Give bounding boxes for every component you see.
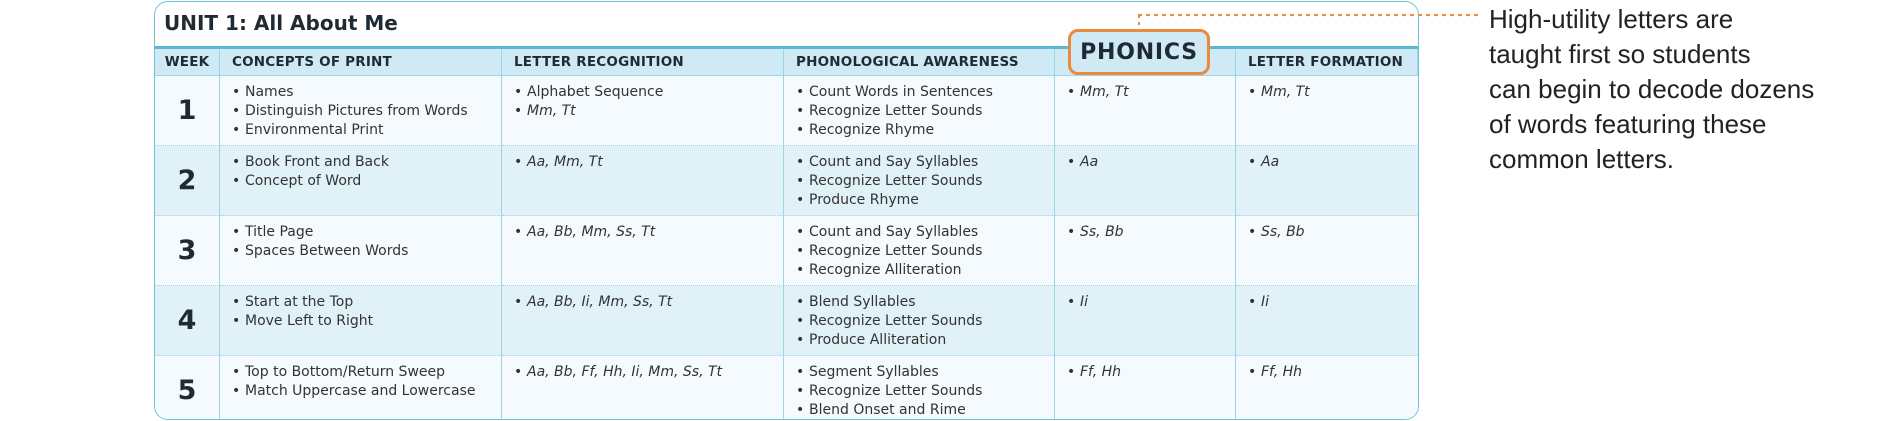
bullet-list — [796, 223, 1044, 280]
callout-dotted-line — [1136, 13, 1479, 25]
cell-concepts — [220, 356, 502, 420]
cell-phonics — [1055, 286, 1236, 356]
bullet-list — [232, 223, 491, 261]
cell-phonics — [1055, 146, 1236, 216]
bullet-list — [796, 83, 1044, 140]
list-item: • Mm, Tt — [1248, 83, 1408, 102]
bullet-list — [1248, 83, 1408, 102]
cell-letter-recognition — [502, 146, 784, 216]
bullet-list — [1067, 293, 1225, 312]
cell-phonological — [784, 76, 1055, 146]
header-letter-recognition: LETTER RECOGNITION — [502, 49, 784, 76]
bullet-list — [232, 293, 491, 331]
cell-letter-formation — [1236, 146, 1418, 216]
bullet-list — [232, 363, 491, 401]
unit-title: UNIT 1: All About Me — [164, 11, 398, 35]
bullet-list — [1248, 293, 1408, 312]
bullet-list — [1067, 223, 1225, 242]
list-item: • Count and Say Syllables — [796, 153, 1044, 172]
callout-line: High-utility letters are — [1489, 4, 1734, 34]
cell-letter-recognition — [502, 76, 784, 146]
cell-letter-formation — [1236, 216, 1418, 286]
list-item: • Mm, Tt — [514, 102, 773, 121]
cell-phonological — [784, 286, 1055, 356]
list-item: • Aa — [1248, 153, 1408, 172]
phonics-highlight-box: PHONICS — [1068, 29, 1210, 75]
cell-phonological — [784, 356, 1055, 420]
header-concepts-of-print: CONCEPTS OF PRINT — [220, 49, 502, 76]
list-item: • Recognize Letter Sounds — [796, 172, 1044, 191]
callout-line: common letters. — [1489, 144, 1674, 174]
bullet-list — [514, 83, 773, 121]
list-item: • Ss, Bb — [1248, 223, 1408, 242]
list-item: • Names — [232, 83, 491, 102]
bullet-list — [796, 293, 1044, 350]
bullet-list — [514, 153, 773, 172]
bullet-list — [1248, 363, 1408, 382]
list-item: • Ii — [1248, 293, 1408, 312]
cell-phonological — [784, 216, 1055, 286]
cell-letter-recognition — [502, 286, 784, 356]
cell-letter-recognition — [502, 216, 784, 286]
list-item: • Move Left to Right — [232, 312, 491, 331]
callout-line: can begin to decode dozens — [1489, 74, 1815, 104]
list-item: • Aa, Bb, Ii, Mm, Ss, Tt — [514, 293, 773, 312]
cell-phonological — [784, 146, 1055, 216]
bullet-list — [796, 363, 1044, 420]
cell-letter-recognition — [502, 356, 784, 420]
list-item: • Aa, Bb, Ff, Hh, Ii, Mm, Ss, Tt — [514, 363, 773, 382]
cell-letter-formation — [1236, 356, 1418, 420]
header-phonological-awareness: PHONOLOGICAL AWARENESS — [784, 49, 1055, 76]
list-item: • Blend Onset and Rime — [796, 401, 1044, 420]
list-item: • Ff, Hh — [1248, 363, 1408, 382]
list-item: • Ii — [1067, 293, 1225, 312]
list-item: • Ss, Bb — [1067, 223, 1225, 242]
bullet-list — [1067, 83, 1225, 102]
week-number: 5 — [155, 356, 220, 420]
bullet-list — [232, 153, 491, 191]
list-item: • Top to Bottom/Return Sweep — [232, 363, 491, 382]
scope-sequence-table — [155, 46, 1418, 420]
list-item: • Count and Say Syllables — [796, 223, 1044, 242]
list-item: • Aa, Mm, Tt — [514, 153, 773, 172]
cell-letter-formation — [1236, 286, 1418, 356]
bullet-list — [1248, 223, 1408, 242]
list-item: • Aa — [1067, 153, 1225, 172]
cell-phonics — [1055, 216, 1236, 286]
list-item: • Count Words in Sentences — [796, 83, 1044, 102]
list-item: • Ff, Hh — [1067, 363, 1225, 382]
list-item: • Distinguish Pictures from Words — [232, 102, 491, 121]
list-item: • Segment Syllables — [796, 363, 1044, 382]
week-number: 4 — [155, 286, 220, 356]
list-item: • Title Page — [232, 223, 491, 242]
callout-line: of words featuring these — [1489, 109, 1767, 139]
list-item: • Recognize Alliteration — [796, 261, 1044, 280]
list-item: • Start at the Top — [232, 293, 491, 312]
cell-concepts — [220, 76, 502, 146]
list-item: • Match Uppercase and Lowercase — [232, 382, 491, 401]
bullet-list — [1248, 153, 1408, 172]
unit-table-card — [154, 1, 1419, 420]
cell-phonics — [1055, 356, 1236, 420]
bullet-list — [514, 223, 773, 242]
cell-concepts — [220, 216, 502, 286]
callout-line: taught first so students — [1489, 39, 1751, 69]
list-item: • Spaces Between Words — [232, 242, 491, 261]
bullet-list — [514, 293, 773, 312]
list-item: • Mm, Tt — [1067, 83, 1225, 102]
week-number: 2 — [155, 146, 220, 216]
list-item: • Environmental Print — [232, 121, 491, 140]
list-item: • Aa, Bb, Mm, Ss, Tt — [514, 223, 773, 242]
header-letter-formation: LETTER FORMATION — [1236, 49, 1418, 76]
bullet-list — [1067, 363, 1225, 382]
header-week: WEEK — [155, 49, 220, 76]
list-item: • Recognize Letter Sounds — [796, 102, 1044, 121]
list-item: • Recognize Rhyme — [796, 121, 1044, 140]
bullet-list — [232, 83, 491, 140]
bullet-list — [1067, 153, 1225, 172]
list-item: • Concept of Word — [232, 172, 491, 191]
week-number: 3 — [155, 216, 220, 286]
callout-text — [1489, 2, 1879, 177]
cell-concepts — [220, 146, 502, 216]
list-item: • Recognize Letter Sounds — [796, 382, 1044, 401]
list-item: • Book Front and Back — [232, 153, 491, 172]
bullet-list — [514, 363, 773, 382]
list-item: • Recognize Letter Sounds — [796, 242, 1044, 261]
cell-phonics — [1055, 76, 1236, 146]
list-item: • Alphabet Sequence — [514, 83, 773, 102]
list-item: • Produce Alliteration — [796, 331, 1044, 350]
list-item: • Produce Rhyme — [796, 191, 1044, 210]
bullet-list — [796, 153, 1044, 210]
cell-letter-formation — [1236, 76, 1418, 146]
cell-concepts — [220, 286, 502, 356]
list-item: • Recognize Letter Sounds — [796, 312, 1044, 331]
week-number: 1 — [155, 76, 220, 146]
list-item: • Blend Syllables — [796, 293, 1044, 312]
